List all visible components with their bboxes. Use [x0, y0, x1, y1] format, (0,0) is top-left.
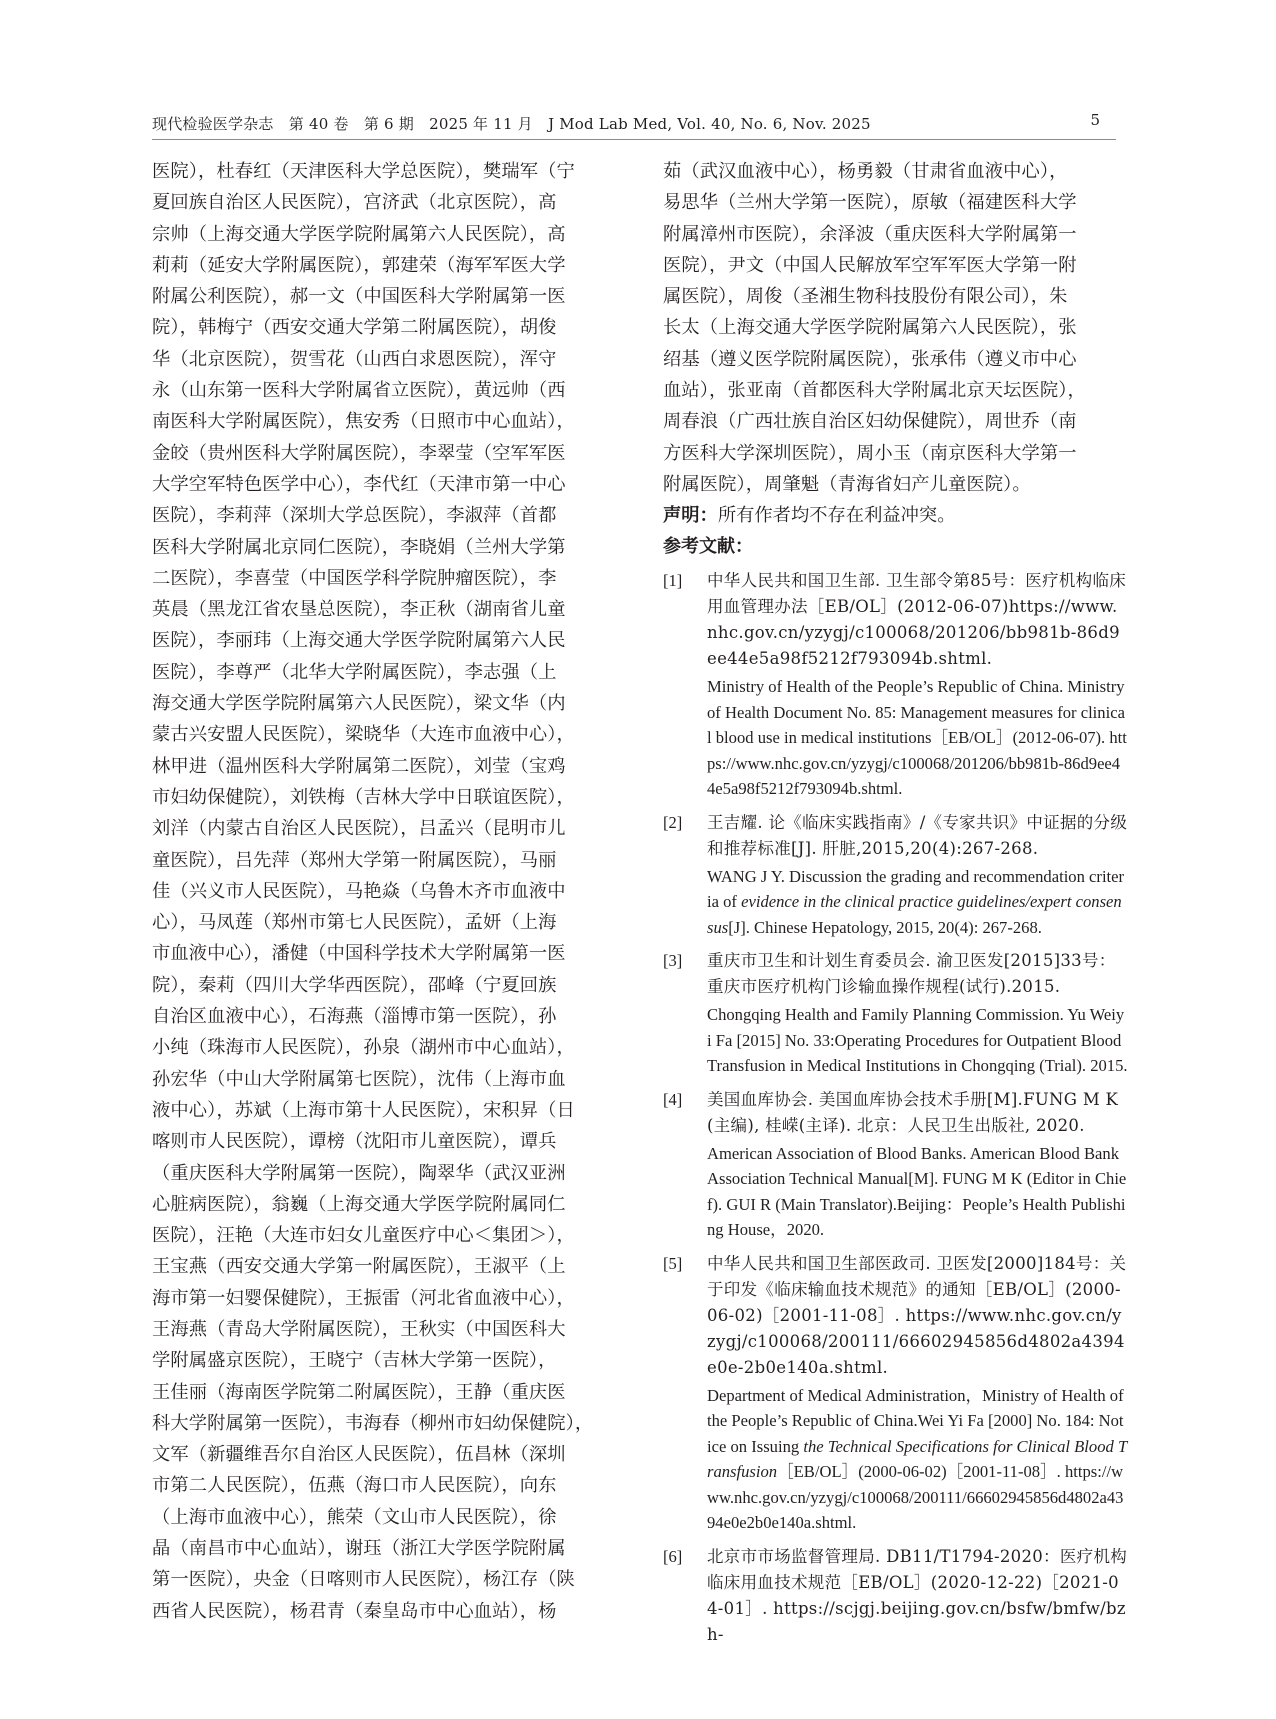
page-number: 5	[1090, 111, 1100, 129]
acknowledgement-text-right: 茹（武汉血液中心），杨勇毅（甘肃省血液中心）， 易思华（兰州大学第一医院），原敏（福建医科大学 附属漳州市医院），余泽波（重庆医科大学附属第一 医院），尹文（中国人民解放军空军军医大学第一附 属医院），周俊（圣湘生物科技股份有限公司），朱 长太（上海交通大学医学院附属第六人民医院），张 绍基（遵义医学院附属医院），张承伟（遵义市中心 血站），张亚南（首都医科大学附属北京天坛医院）， 周春浪（广西壮族自治区妇幼保健院），周世乔（南 方医科大学深圳医院），周小玉（南京医科大学第一 附属医院），周肇魁（青海省妇产儿童医院）。	[663, 161, 1086, 495]
reference-list	[663, 568, 1128, 1648]
references-heading: 参考文献：	[663, 536, 753, 558]
reference-item	[663, 1544, 1128, 1648]
running-header	[152, 111, 1116, 140]
reference-number: [4]	[663, 1089, 683, 1109]
declaration-text: 所有作者均不存在利益冲突。	[717, 505, 956, 527]
conflict-of-interest-statement	[663, 500, 1128, 531]
declaration-label: 声明：	[663, 505, 718, 527]
reference-chinese: 美国血库协会. 美国血库协会技术手册[M].FUNG M K(主编), 桂嵘(主译). 北京：人民卫生出版社, 2020.	[707, 1089, 1119, 1135]
reference-item	[663, 810, 1128, 941]
reference-chinese: 王吉耀. 论《临床实践指南》/《专家共识》中证据的分级和推荐标准[J]. 肝脏,2015,20(4):267-268.	[707, 812, 1128, 858]
reference-chinese: 北京市市场监督管理局. DB11/T1794-2020：医疗机构临床用血技术规范［EB/OL］(2020-12-22)［2021-04-01］. https://scjgj.beijing.gov.cn/bsfw/bmfw/bzh-	[707, 1546, 1128, 1644]
reference-chinese: 重庆市卫生和计划生育委员会. 渝卫医发[2015]33号：重庆市医疗机构门诊输血操作规程(试行).2015.	[707, 951, 1116, 997]
reference-english: Department of Medical Administration，Ministry of Health of the People’s Republic of China.Wei Yi Fa [2000] No. 184: Notice on Issuing the Technical Specifications for Clinical Blood Transfusion［EB/OL］(2000-06-02)［2001-11-08］. https://www.nhc.gov.cn/yzygj/c100068/200111/66602945856d4802a4394e0e2b0e140a.shtml.	[707, 1385, 1128, 1533]
reference-number: [1]	[663, 571, 683, 591]
reference-chinese: 中华人民共和国卫生部医政司. 卫医发[2000]184号：关于印发《临床输血技术规范》的通知［EB/OL］(2000-06-02)［2001-11-08］. https://www.nhc.gov.cn/yzygj/c100068/200111/66602945856d4802a4394e0e-2b0e140a.shtml.	[707, 1253, 1127, 1377]
reference-number: [5]	[663, 1253, 683, 1273]
reference-item	[663, 568, 1128, 802]
acknowledgement-text-left: 医院），杜春红（天津医科大学总医院），樊瑞军（宁 夏回族自治区人民医院），宫济武（北京医院），高 宗帅（上海交通大学医学院附属第六人民医院），高 莉莉（延安大学附属医院），郭建荣（海军军医大学 附属公利医院），郝一文（中国医科大学附属第一医 院），韩梅宁（西安交通大学第二附属医院），胡俊 华（北京医院），贺雪花（山西白求恩医院），浑守 永（山东第一医科大学附属省立医院），黄远帅（西 南医科大学附属医院），焦安秀（日照市中心血站）， 金皎（贵州医科大学附属医院），李翠莹（空军军医 大学空军特色医学中心），李代红（天津市第一中心 医院），李莉萍（深圳大学总医院），李淑萍（首都 医科大学附属北京同仁医院），李晓娟（兰州大学第 二医院），李喜莹（中国医学科学院肿瘤医院），李 英晨（黑龙江省农垦总医院），李正秋（湖南省儿童 医院），李丽玮（上海交通大学医学院附属第六人民 医院），李尊严（北华大学附属医院），李志强（上 海交通大学医学院附属第六人民医院），梁文华（内 蒙古兴安盟人民医院），梁晓华（大连市血液中心）， 林甲进（温州医科大学附属第二医院），刘莹（宝鸡 市妇幼保健院），刘铁梅（吉林大学中日联谊医院）， 刘洋（内蒙古自治区人民医院），吕孟兴（昆明市儿 童医院），吕先萍（郑州大学第一附属医院），马丽 佳（兴义市人民医院），马艳焱（乌鲁木齐市血液中 心），马凤莲（郑州市第七人民医院），孟妍（上海 市血液中心），潘健（中国科学技术大学附属第一医 院），秦莉（四川大学华西医院），邵峰（宁夏回族 自治区血液中心），石海燕（淄博市第一医院），孙 小纯（珠海市人民医院），孙泉（湖州市中心血站）， 孙宏华（中山大学附属第七医院），沈伟（上海市血 液中心），苏斌（上海市第十人民医院），宋积昇（日 喀则市人民医院），谭榜（沈阳市儿童医院），谭兵 （重庆医科大学附属第一医院），陶翠华（武汉亚洲 心脏病医院），翁巍（上海交通大学医学院附属同仁 医院），汪艳（大连市妇女儿童医疗中心＜集团＞）， 王宝燕（西安交通大学第一附属医院），王淑平（上 海市第一妇婴保健院），王振雷（河北省血液中心）， 王海燕（青岛大学附属医院），王秋实（中国医科大 学附属盛京医院），王晓宁（吉林大学第一医院）， 王佳丽（海南医学院第二附属医院），王静（重庆医 科大学附属第一医院），韦海春（柳州市妇幼保健院）， 文军（新疆维吾尔自治区人民医院），伍昌林（深圳 市第二人民医院），伍燕（海口市人民医院），向东 （上海市血液中心），熊荣（文山市人民医院），徐 晶（南昌市中心血站），谢珏（浙江大学医学院附属 第一医院），央金（日喀则市人民医院），杨江存（陕 西省人民医院），杨君青（秦皇岛市中心血站），杨	[152, 161, 594, 1622]
reference-item	[663, 948, 1128, 1079]
left-column	[152, 156, 618, 1627]
reference-number: [6]	[663, 1546, 683, 1566]
reference-english: WANG J Y. Discussion the grading and recommendation criteria of evidence in the clinical practice guidelines/expert consensus[J]. Chinese Hepatology, 2015, 20(4): 267-268.	[707, 866, 1125, 937]
reference-item	[663, 1087, 1128, 1243]
reference-number: [3]	[663, 951, 683, 971]
reference-number: [2]	[663, 812, 683, 832]
reference-item	[663, 1251, 1128, 1536]
reference-chinese: 中华人民共和国卫生部. 卫生部令第85号：医疗机构临床用血管理办法［EB/OL］(2012-06-07)https://www.nhc.gov.cn/yzygj/c100068/201206/bb981b-86d9ee44e5a98f5212f793094b.shtml.	[707, 571, 1127, 669]
journal-citation-line: 现代检验医学杂志 第 40 卷 第 6 期 2025 年 11 月 J Mod Lab Med, Vol. 40, No. 6, Nov. 2025	[152, 115, 871, 133]
reference-english: Ministry of Health of the People’s Republic of China. Ministry of Health Document No. 85: Management measures for clinical blood use in medical institutions［EB/OL］(2012-06-07). https://www.nhc.gov.cn/yzygj/c100068/201206/bb981b-86d9ee44e5a98f5212f793094b.shtml.	[707, 677, 1127, 799]
reference-english: Chongqing Health and Family Planning Commission. Yu Weiyi Fa [2015] No. 33:Operating Procedures for Outpatient Blood Transfusion in Medical Institutions in Chongqing (Trial). 2015.	[707, 1005, 1128, 1076]
right-column	[663, 156, 1128, 1656]
reference-english: American Association of Blood Banks. American Blood Bank Association Technical Manual[M]. FUNG M K (Editor in Chief). GUI R (Main Translator).Beijing：People’s Health Publishing House，2020.	[707, 1143, 1127, 1240]
